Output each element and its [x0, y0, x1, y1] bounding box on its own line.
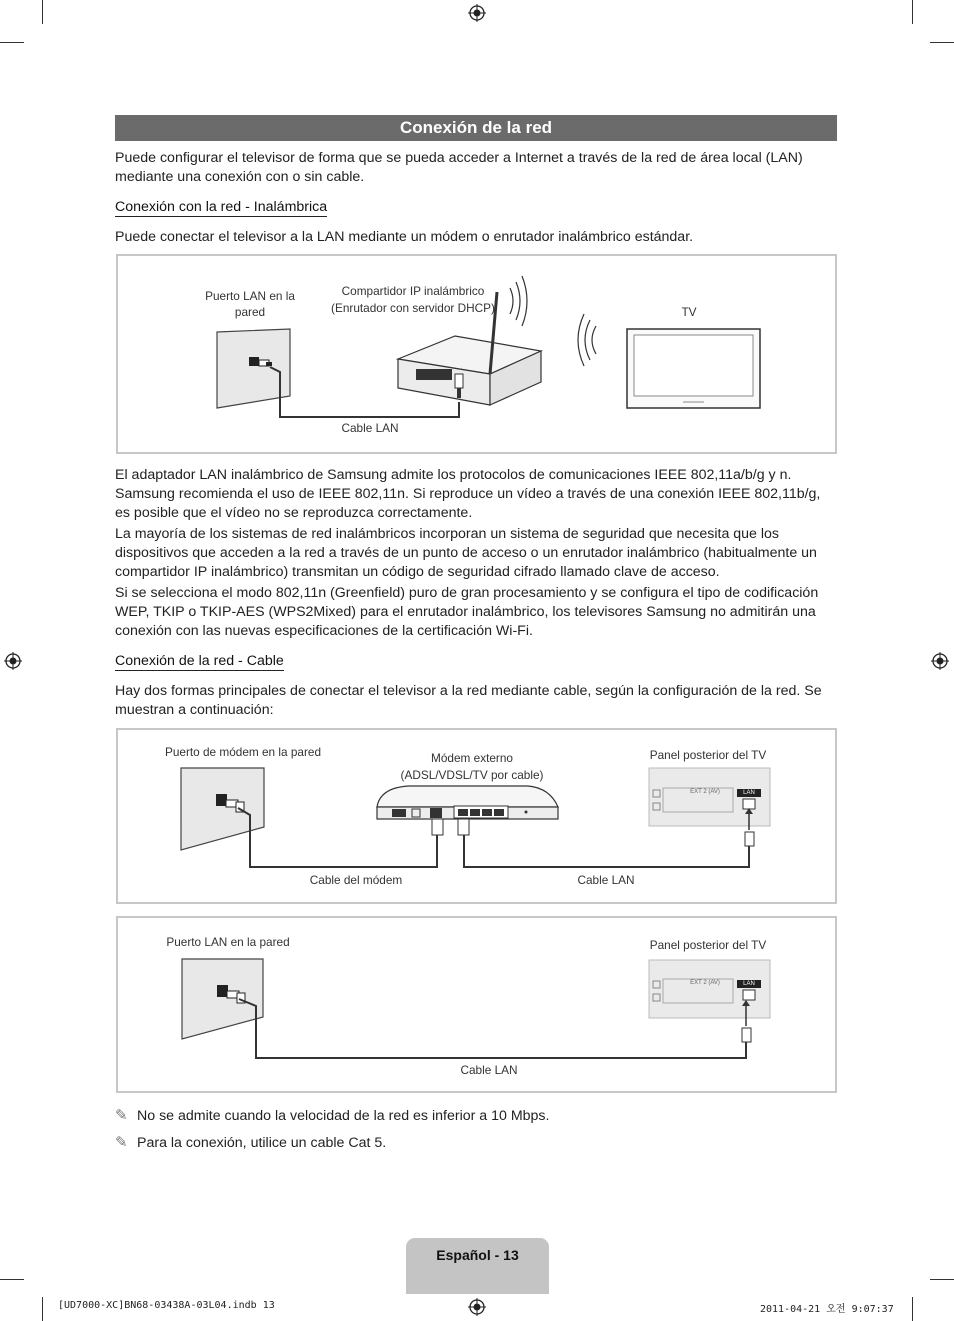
- wall-port-label: Puerto LAN en la pared: [205, 289, 295, 319]
- registration-mark-icon: [468, 4, 486, 22]
- page-number: Español - 13: [436, 1247, 519, 1263]
- lan-port-label: LAN: [743, 790, 755, 796]
- page-number-tab: [406, 1238, 549, 1294]
- modem-cable-label: Cable del módem: [309, 873, 403, 887]
- section-title: Conexión de la red: [115, 115, 837, 141]
- tv-panel-label: Panel posterior del TV: [649, 748, 767, 762]
- wireless-heading: Conexión con la red - Inalámbrica: [115, 199, 328, 215]
- intro-text: Puede configurar el televisor de forma que se pueda acceder a Internet a través de la red de área local (LAN) mediante una conexión con o sin cable.: [115, 150, 803, 186]
- note-item: [115, 1133, 835, 1151]
- pencil-note-icon: ✎: [115, 1134, 128, 1151]
- paragraph: La mayoría de los sistemas de red inalámbricos incorporan un sistema de seguridad que necesita que los dispositivos que acceden a la red a través de un punto de acceso o un enrutador inalámbrico (habitualmente un compartidor IP inalámbrico) transmitan un código de seguridad cifrado llamado clave de acceso.: [115, 526, 817, 581]
- tv-label: TV: [681, 305, 697, 319]
- crop-mark: [930, 42, 954, 43]
- wired-diagram-modem: [116, 728, 837, 904]
- note-text: No se admite cuando la velocidad de la red es inferior a 10 Mbps.: [137, 1108, 550, 1124]
- wired-diagram-direct: [116, 916, 837, 1093]
- paragraph: El adaptador LAN inalámbrico de Samsung admite los protocolos de comunicaciones IEEE 802,11a/b/g y n. Samsung recomienda el uso de IEEE 802,11n. Si reproduce un vídeo a través de una conexión IEEE 802,11b/g, es posible que el vídeo no se reproduzca correctamente.: [115, 467, 821, 522]
- lan-wall-port-label: Puerto LAN en la pared: [166, 935, 290, 949]
- crop-mark: [0, 42, 24, 43]
- modem-label-line1: Módem externo: [431, 751, 513, 765]
- date-info: 2011-04-21 오전 9:07:37: [760, 1304, 894, 1315]
- cable-lan-label: Cable LAN: [460, 1063, 518, 1077]
- router-label-line1: Compartidor IP inalámbrico: [341, 284, 485, 298]
- crop-mark: [42, 1297, 43, 1321]
- note-text: Para la conexión, utilice un cable Cat 5.: [137, 1135, 387, 1151]
- crop-mark: [912, 1297, 913, 1321]
- crop-mark: [0, 1279, 24, 1280]
- ext-port-label: EXT 2 (AV): [690, 789, 720, 795]
- crop-mark: [42, 0, 43, 24]
- crop-mark: [912, 0, 913, 24]
- cable-lan-label: Cable LAN: [341, 421, 399, 435]
- wireless-diagram: [116, 254, 837, 454]
- tv-panel-label: Panel posterior del TV: [649, 938, 767, 952]
- wired-heading: Conexión de la red - Cable: [115, 653, 284, 669]
- modem-wall-port-label: Puerto de módem en la pared: [164, 745, 322, 759]
- registration-mark-icon: [468, 1298, 486, 1316]
- lan-port-label: LAN: [743, 981, 755, 987]
- cable-lan-label: Cable LAN: [577, 873, 635, 887]
- file-info: [UD7000-XC]BN68-03438A-03L04.indb 13: [58, 1300, 275, 1311]
- crop-mark: [930, 1279, 954, 1280]
- ext-port-label: EXT 2 (AV): [690, 980, 720, 986]
- paragraph: Si se selecciona el modo 802,11n (Greenfield) puro de gran procesamiento y se configura el tipo de codificación WEP, TKIP o TKIP-AES (WPS2Mixed) para el enrutador inalámbrico, los televisores Samsung no admitirán una conexión con las nuevas especificaciones de la certificación Wi-Fi.: [115, 585, 819, 640]
- router-label-line2: (Enrutador con servidor DHCP): [331, 301, 495, 315]
- note-item: [115, 1106, 835, 1124]
- wireless-text: Puede conectar el televisor a la LAN mediante un módem o enrutador inalámbrico estándar.: [115, 229, 694, 245]
- wired-text: Hay dos formas principales de conectar el televisor a la red mediante cable, según la configuración de la red. Se muestran a continuación:: [115, 683, 822, 719]
- modem-label-line2: (ADSL/VDSL/TV por cable): [400, 768, 544, 782]
- registration-mark-icon: [931, 652, 949, 670]
- registration-mark-icon: [4, 652, 22, 670]
- pencil-note-icon: ✎: [115, 1107, 128, 1124]
